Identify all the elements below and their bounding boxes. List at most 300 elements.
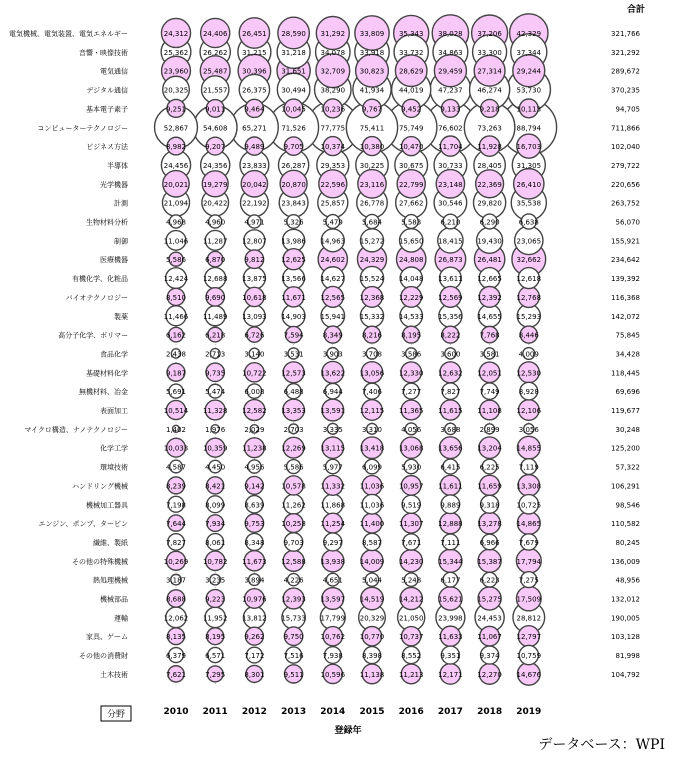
bubble-value-label: 8,421 bbox=[205, 482, 226, 491]
row-total: 69,696 bbox=[615, 388, 640, 397]
bubble-value-label: 8,061 bbox=[205, 538, 226, 547]
bubble-value-label: 13,115 bbox=[320, 444, 346, 453]
bubble-value-label: 13,353 bbox=[281, 407, 306, 415]
field-label-row: バイオテクノロジー bbox=[65, 293, 128, 302]
bubble-value-label: 9,889 bbox=[440, 501, 461, 510]
bubble-value-label: 3,235 bbox=[205, 576, 226, 585]
bubble-value-label: 20,325 bbox=[163, 86, 189, 95]
bubble-value-label: 12,106 bbox=[516, 407, 542, 415]
bubble-value-label: 26,481 bbox=[477, 256, 502, 265]
bubble-value-label: 6,488 bbox=[283, 388, 304, 397]
bubble-value-label: 9,223 bbox=[205, 595, 226, 604]
bubble-value-label: 3,056 bbox=[518, 425, 539, 434]
bubble-value-label: 31,305 bbox=[516, 161, 542, 170]
bubble-value-label: 11,036 bbox=[359, 482, 385, 491]
bubble-value-label: 7,594 bbox=[283, 331, 304, 340]
bubble-value-label: 12,582 bbox=[242, 407, 267, 415]
row-total: 190,005 bbox=[611, 614, 640, 623]
field-label-row: 環境技術 bbox=[100, 463, 128, 472]
bubble-value-label: 9,464 bbox=[244, 105, 265, 114]
bubble-value-label: 75,749 bbox=[398, 124, 424, 133]
bubble-value-label: 9,489 bbox=[244, 143, 265, 152]
bubble-value-label: 9,452 bbox=[401, 105, 422, 114]
bubble-value-label: 9,207 bbox=[205, 143, 226, 152]
bubble-value-label: 35,343 bbox=[398, 30, 424, 38]
bubble-value-label: 30,494 bbox=[281, 86, 306, 95]
field-label-row: 有機化学、化粧品 bbox=[72, 275, 128, 284]
bubble-value-label: 3,335 bbox=[322, 425, 343, 434]
bubble-value-label: 27,314 bbox=[477, 67, 502, 76]
bubble-value-label: 4,226 bbox=[283, 576, 304, 585]
bubble-value-label: 33,809 bbox=[359, 30, 385, 38]
bubble-value-label: 8,639 bbox=[244, 501, 265, 510]
bubble-value-label: 15,621 bbox=[438, 595, 463, 604]
bubble-value-label: 11,046 bbox=[163, 237, 189, 246]
bubble-value-label: 9,703 bbox=[283, 538, 304, 547]
bubble-value-label: 12,392 bbox=[477, 293, 502, 302]
field-label-row: ハンドリング機械 bbox=[72, 482, 128, 491]
bubble-value-label: 24,312 bbox=[163, 30, 189, 38]
bubble-value-label: 37,344 bbox=[516, 48, 542, 57]
bubble-value-label: 11,262 bbox=[281, 501, 306, 510]
bubble-value-label: 7,768 bbox=[479, 331, 500, 340]
bubble-value-label: 10,374 bbox=[320, 143, 346, 152]
bubble-value-label: 12,368 bbox=[359, 293, 385, 302]
bubble-value-label: 38,290 bbox=[320, 86, 346, 95]
bubble-value-label: 12,330 bbox=[398, 369, 424, 378]
bubble-value-label: 6,726 bbox=[244, 331, 265, 340]
bubble-value-label: 11,928 bbox=[477, 143, 502, 152]
bubble-value-label: 71,526 bbox=[281, 124, 306, 133]
bubble-value-label: 12,665 bbox=[477, 275, 502, 284]
bubble-value-label: 8,222 bbox=[440, 331, 461, 340]
row-total: 80,245 bbox=[615, 538, 640, 547]
bubble-value-label: 30,675 bbox=[398, 161, 424, 170]
bubble-value-label: 5,586 bbox=[283, 463, 304, 472]
bubble-value-label: 15,387 bbox=[477, 557, 502, 566]
bubble-value-label: 29,459 bbox=[438, 67, 463, 76]
bubble-value-label: 10,722 bbox=[242, 369, 267, 378]
bubble-value-label: 2,703 bbox=[283, 425, 304, 434]
field-label-row: 製薬 bbox=[114, 312, 128, 321]
row-total: 279,722 bbox=[611, 161, 640, 170]
bubble-value-label: 6,870 bbox=[205, 256, 226, 265]
bubble-value-label: 7,827 bbox=[165, 538, 187, 547]
bubble-value-label: 6,379 bbox=[165, 652, 187, 661]
bubble-value-label: 9,750 bbox=[283, 633, 304, 642]
bubble-value-label: 20,021 bbox=[163, 180, 189, 189]
field-label-row: 基本電子素子 bbox=[86, 105, 128, 114]
bubble-value-label: 17,794 bbox=[516, 557, 542, 566]
bubble-value-label: 8,195 bbox=[401, 331, 422, 340]
field-label-row: 電気通信 bbox=[100, 67, 128, 76]
bubble-value-label: 9,011 bbox=[205, 105, 226, 114]
bubble-value-label: 9,297 bbox=[322, 538, 343, 547]
bubble-value-label: 23,065 bbox=[516, 237, 542, 246]
bubble-value-label: 19,430 bbox=[477, 237, 502, 246]
bubble-value-label: 26,410 bbox=[516, 180, 542, 189]
bubble-value-label: 30,733 bbox=[438, 161, 463, 170]
field-label-row: 音響・映像技術 bbox=[79, 48, 128, 57]
row-total: 220,656 bbox=[611, 180, 640, 189]
field-label-row: 表面加工 bbox=[100, 407, 128, 415]
bubble-value-label: 12,807 bbox=[242, 237, 267, 246]
bubble-value-label: 7,111 bbox=[440, 538, 461, 547]
x-tick-label: 2019 bbox=[516, 707, 542, 717]
bubble-value-label: 10,269 bbox=[163, 557, 189, 566]
bubble-value-label: 7,277 bbox=[401, 388, 422, 397]
bubble-value-label: 20,422 bbox=[202, 199, 228, 208]
field-label-row: 食品化学 bbox=[100, 350, 128, 359]
bubble-value-label: 11,254 bbox=[320, 520, 346, 529]
bubble-value-label: 3,600 bbox=[440, 350, 461, 359]
bubble-value-label: 23,960 bbox=[163, 67, 189, 76]
bubble-value-label: 54,608 bbox=[202, 124, 228, 133]
row-total: 263,752 bbox=[611, 199, 640, 208]
bubble-value-label: 9,318 bbox=[479, 501, 500, 510]
bubble-value-label: 4,956 bbox=[244, 463, 265, 472]
bubble-value-label: 5,691 bbox=[165, 388, 187, 397]
bubble-value-label: 8,552 bbox=[401, 652, 422, 661]
bubble-value-label: 13,566 bbox=[281, 275, 306, 284]
bubble-value-label: 10,236 bbox=[320, 105, 346, 114]
bubble-value-label: 2,438 bbox=[165, 350, 187, 359]
bubble-value-label: 14,903 bbox=[281, 312, 306, 321]
bubble-value-label: 7,827 bbox=[440, 388, 461, 397]
bubble-value-label: 10,045 bbox=[281, 105, 306, 114]
row-total: 118,445 bbox=[611, 369, 640, 378]
field-label-row: マイクロ構造、ナノテクノロジー bbox=[24, 425, 128, 434]
row-total: 289,672 bbox=[611, 67, 640, 76]
field-label-row: コンピューターテクノロジー bbox=[37, 124, 128, 133]
row-total: 56,070 bbox=[615, 218, 640, 227]
bubble-value-label: 8,099 bbox=[205, 501, 226, 510]
bubble-value-label: 24,329 bbox=[359, 256, 385, 265]
bubble-value-label: 9,519 bbox=[401, 501, 422, 510]
bubble-value-label: 9,705 bbox=[283, 143, 304, 152]
row-total: 132,012 bbox=[611, 595, 640, 604]
bubble-value-label: 11,659 bbox=[477, 482, 502, 491]
bubble-value-label: 10,976 bbox=[242, 595, 267, 604]
bubble-value-label: 5,930 bbox=[401, 463, 422, 472]
bubble-value-label: 12,171 bbox=[438, 670, 463, 679]
bubble-value-label: 24,453 bbox=[477, 614, 502, 623]
row-total: 116,368 bbox=[611, 293, 640, 302]
bubble-value-label: 9,511 bbox=[283, 670, 304, 679]
bubble-value-label: 15,332 bbox=[359, 312, 385, 321]
bubble-value-label: 3,187 bbox=[165, 576, 187, 585]
bubble-value-label: 7,172 bbox=[244, 652, 265, 661]
field-label-row: その他の特殊機械 bbox=[72, 557, 128, 566]
bubble-value-label: 9,262 bbox=[244, 633, 265, 642]
bubble-value-label: 11,067 bbox=[477, 633, 502, 642]
bubble-value-label: 3,688 bbox=[440, 425, 461, 434]
bubble-value-label: 38,028 bbox=[438, 30, 463, 38]
bubble-value-label: 13,986 bbox=[281, 237, 306, 246]
row-total: 57,322 bbox=[615, 463, 640, 472]
bubble-value-label: 6,966 bbox=[479, 538, 500, 547]
bubble-value-label: 12,565 bbox=[320, 293, 346, 302]
bubble-value-label: 73,263 bbox=[477, 124, 502, 133]
x-tick-label: 2010 bbox=[163, 707, 189, 717]
bubble-value-label: 15,733 bbox=[281, 614, 306, 623]
bubble-value-label: 15,272 bbox=[359, 237, 385, 246]
row-total: 110,582 bbox=[611, 520, 640, 529]
field-label-row: デジタル通信 bbox=[86, 86, 128, 95]
bubble-value-label: 12,229 bbox=[398, 293, 424, 302]
bubble-value-label: 12,530 bbox=[516, 369, 542, 378]
bubble-value-label: 28,812 bbox=[516, 614, 542, 623]
bubble-value-label: 10,578 bbox=[281, 482, 306, 491]
bubble-value-label: 10,113 bbox=[516, 105, 542, 114]
bubble-value-label: 30,396 bbox=[242, 67, 267, 76]
bubble-value-label: 13,875 bbox=[242, 275, 267, 284]
bubble-value-label: 11,138 bbox=[359, 670, 385, 679]
bubble-value-label: 13,622 bbox=[320, 369, 346, 378]
field-label-row: 基礎材料化学 bbox=[86, 369, 128, 378]
bubble-value-label: 9,187 bbox=[165, 369, 187, 378]
row-total: 234,642 bbox=[611, 256, 640, 265]
bubble-value-label: 13,597 bbox=[320, 595, 346, 604]
bubble-value-label: 4,960 bbox=[205, 218, 226, 227]
bubble-value-label: 12,768 bbox=[516, 293, 542, 302]
bubble-value-label: 14,655 bbox=[477, 312, 502, 321]
bubble-value-label: 23,148 bbox=[438, 180, 463, 189]
bubble-value-label: 8,982 bbox=[165, 143, 187, 152]
field-label-row: 電気機械、電気装置、電気エネルギー bbox=[9, 30, 128, 38]
bubble-value-label: 7,644 bbox=[165, 520, 187, 529]
bubble-value-label: 3,581 bbox=[479, 350, 500, 359]
bubble-value-label: 12,618 bbox=[516, 275, 542, 284]
x-tick-label: 2013 bbox=[281, 707, 307, 717]
field-label-row: 生物材料分析 bbox=[86, 218, 128, 227]
bubble-value-label: 22,596 bbox=[320, 180, 346, 189]
bubble-value-label: 3,531 bbox=[283, 350, 304, 359]
bubble-value-label: 10,782 bbox=[202, 557, 228, 566]
bubble-value-label: 12,797 bbox=[516, 633, 542, 642]
bubble-value-label: 23,998 bbox=[438, 614, 463, 623]
bubble-value-label: 13,656 bbox=[438, 444, 463, 453]
bubble-value-label: 23,843 bbox=[281, 199, 306, 208]
bubble-value-label: 6,225 bbox=[479, 463, 500, 472]
database-note: データベース：WPI bbox=[538, 737, 665, 753]
bubble-value-label: 5,326 bbox=[283, 218, 304, 227]
bubble-value-label: 11,036 bbox=[359, 501, 385, 510]
bubble-value-label: 11,633 bbox=[438, 633, 463, 642]
bubble-value-label: 3,903 bbox=[322, 350, 343, 359]
x-tick-label: 2016 bbox=[398, 707, 424, 717]
bubble-value-label: 10,359 bbox=[202, 444, 228, 453]
bubble-value-label: 11,671 bbox=[281, 293, 306, 302]
bubble-value-label: 7,198 bbox=[165, 501, 187, 510]
bubble-value-label: 7,275 bbox=[518, 576, 539, 585]
row-total: 104,792 bbox=[611, 670, 640, 679]
bubble-value-label: 10,596 bbox=[320, 670, 346, 679]
bubble-value-label: 8,135 bbox=[165, 633, 187, 642]
bubble-value-label: 4,651 bbox=[322, 576, 343, 585]
bubble-value-label: 8,398 bbox=[361, 652, 383, 661]
field-label: 分野 bbox=[106, 710, 126, 720]
bubble-value-label: 6,210 bbox=[440, 218, 461, 227]
bubble-value-label: 12,588 bbox=[281, 557, 306, 566]
field-label-row: 土木技術 bbox=[100, 670, 128, 679]
bubble-value-label: 6,415 bbox=[440, 463, 461, 472]
x-tick-label: 2018 bbox=[477, 707, 503, 717]
bubble-value-label: 26,375 bbox=[242, 86, 267, 95]
row-total: 75,845 bbox=[615, 331, 640, 340]
bubble-value-label: 13,938 bbox=[320, 557, 346, 566]
bubble-value-label: 41,934 bbox=[359, 86, 385, 95]
bubble-value-label: 6,638 bbox=[518, 218, 539, 227]
bubble-value-label: 10,957 bbox=[398, 482, 424, 491]
row-total: 119,677 bbox=[611, 407, 640, 415]
bubble-value-label: 31,215 bbox=[242, 48, 267, 57]
bubble-value-label: 11,466 bbox=[163, 312, 189, 321]
field-label-row: 制御 bbox=[114, 237, 128, 246]
bubble-value-label: 11,238 bbox=[242, 444, 267, 453]
bubble-value-label: 24,406 bbox=[202, 30, 228, 38]
field-label-row: 繊維、製紙 bbox=[93, 538, 128, 547]
row-total: 711,866 bbox=[611, 124, 640, 133]
bubble-value-label: 6,218 bbox=[205, 331, 226, 340]
bubble-value-label: 26,262 bbox=[202, 48, 228, 57]
bubble-value-label: 20,042 bbox=[242, 180, 267, 189]
bubble-value-label: 7,749 bbox=[479, 388, 500, 397]
bubble-value-label: 11,328 bbox=[202, 407, 228, 415]
row-total: 48,956 bbox=[615, 576, 640, 585]
bubble-value-label: 44,019 bbox=[398, 86, 424, 95]
field-label-row: その他の消費財 bbox=[79, 652, 128, 661]
bubble-value-label: 25,857 bbox=[320, 199, 346, 208]
bubble-value-label: 2,713 bbox=[205, 350, 226, 359]
bubble-value-label: 8,446 bbox=[518, 331, 539, 340]
bubble-value-label: 7,621 bbox=[165, 670, 187, 679]
row-total: 125,200 bbox=[611, 444, 640, 453]
bubble-value-label: 12,062 bbox=[163, 614, 189, 623]
bubble-value-label: 13,068 bbox=[398, 444, 424, 453]
bubble-value-label: 9,374 bbox=[479, 652, 500, 661]
bubble-value-label: 12,888 bbox=[438, 520, 463, 529]
row-total: 370,235 bbox=[611, 86, 640, 95]
bubble-value-label: 3,310 bbox=[361, 425, 383, 434]
bubble-value-label: 17,799 bbox=[320, 614, 346, 623]
bubble-value-label: 9,351 bbox=[440, 652, 461, 661]
bubble-value-label: 11,611 bbox=[438, 482, 463, 491]
bubble-value-label: 10,725 bbox=[516, 501, 542, 510]
bubble-value-label: 12,051 bbox=[477, 369, 502, 378]
bubble-value-label: 4,971 bbox=[244, 218, 265, 227]
bubble-value-label: 23,116 bbox=[359, 180, 385, 189]
bubble-value-label: 8,195 bbox=[205, 633, 226, 642]
bubble-value-label: 22,369 bbox=[477, 180, 502, 189]
bubble-value-label: 15,941 bbox=[320, 312, 346, 321]
field-label-row: 計測 bbox=[114, 199, 128, 208]
bubble-value-label: 10,033 bbox=[163, 444, 189, 453]
bubble-value-label: 3,894 bbox=[244, 576, 265, 585]
bubble-value-label: 32,662 bbox=[516, 256, 542, 265]
bubble-value-label: 11,400 bbox=[359, 520, 385, 529]
bubble-value-label: 33,918 bbox=[359, 48, 385, 57]
row-total: 136,009 bbox=[611, 557, 640, 566]
field-label-row: 運輸 bbox=[114, 614, 128, 623]
bubble-value-label: 7,406 bbox=[361, 388, 383, 397]
bubble-value-label: 12,269 bbox=[281, 444, 306, 453]
bubble-value-label: 25,487 bbox=[202, 67, 228, 76]
bubble-value-label: 22,192 bbox=[242, 199, 267, 208]
bubble-value-label: 31,651 bbox=[281, 67, 306, 76]
bubble-value-label: 9,735 bbox=[205, 369, 226, 378]
bubble-value-label: 13,093 bbox=[242, 312, 267, 321]
row-total: 98,546 bbox=[615, 501, 640, 510]
bubble-value-label: 24,602 bbox=[320, 256, 346, 265]
bubble-value-label: 1,402 bbox=[165, 425, 187, 434]
bubble-value-label: 29,353 bbox=[320, 161, 346, 170]
bubble-value-label: 31,218 bbox=[281, 48, 306, 57]
row-total: 321,766 bbox=[611, 30, 640, 38]
bubble-value-label: 9,251 bbox=[165, 105, 187, 114]
bubble-value-label: 53,730 bbox=[516, 86, 542, 95]
bubble-value-label: 7,679 bbox=[518, 538, 539, 547]
field-label-row: エンジン、ポンプ、タービン bbox=[38, 520, 128, 529]
bubble-value-label: 34,863 bbox=[438, 48, 463, 57]
bubble-value-label: 18,415 bbox=[438, 237, 463, 246]
bubble-value-label: 9,690 bbox=[205, 293, 226, 302]
bubble-value-label: 33,732 bbox=[398, 48, 424, 57]
bubble-value-label: 3,586 bbox=[401, 350, 422, 359]
field-label-row: 無機材料、冶金 bbox=[79, 388, 128, 397]
field-label-row: 高分子化学、ポリマー bbox=[58, 331, 128, 340]
bubble-value-label: 10,759 bbox=[516, 652, 542, 661]
bubble-value-label: 20,329 bbox=[359, 614, 385, 623]
bubble-value-label: 6,571 bbox=[205, 652, 226, 661]
bubble-value-label: 7,671 bbox=[401, 538, 422, 547]
bubble-value-label: 76,602 bbox=[438, 124, 463, 133]
bubble-value-label: 7,938 bbox=[322, 652, 343, 661]
bubble-value-label: 26,778 bbox=[359, 199, 385, 208]
bubble-value-label: 1,976 bbox=[205, 425, 226, 434]
bubble-value-label: 14,865 bbox=[516, 520, 542, 529]
bubble-value-label: 29,820 bbox=[477, 199, 502, 208]
row-total: 81,998 bbox=[615, 652, 640, 661]
bubble-value-label: 10,618 bbox=[242, 293, 267, 302]
bubble-value-label: 13,812 bbox=[242, 614, 267, 623]
bubble-value-label: 31,292 bbox=[320, 30, 346, 38]
bubble-value-label: 47,237 bbox=[438, 86, 463, 95]
bubble-value-label: 5,684 bbox=[361, 218, 383, 227]
bubble-value-label: 5,583 bbox=[401, 218, 422, 227]
bubble-value-label: 88,794 bbox=[516, 124, 542, 133]
field-label-row: 化学工学 bbox=[100, 444, 128, 453]
bubble-value-label: 8,239 bbox=[165, 482, 187, 491]
bubble-value-label: 8,301 bbox=[244, 670, 265, 679]
bubble-value-label: 13,611 bbox=[438, 275, 463, 284]
bubble-value-label: 15,524 bbox=[359, 275, 385, 284]
field-label-row: 家具、ゲーム bbox=[86, 633, 128, 642]
bubble-value-label: 3,708 bbox=[361, 350, 383, 359]
bubble-value-label: 75,411 bbox=[359, 124, 385, 133]
bubble-value-label: 9,753 bbox=[244, 520, 265, 529]
bubble-value-label: 14,855 bbox=[516, 444, 542, 453]
bubble-value-label: 5,479 bbox=[322, 218, 343, 227]
bubble-value-label: 14,048 bbox=[398, 275, 424, 284]
bubble-value-label: 34,078 bbox=[320, 48, 346, 57]
x-tick-label: 2015 bbox=[359, 707, 385, 717]
bubble-value-label: 13,418 bbox=[359, 444, 385, 453]
bubble-value-label: 26,287 bbox=[281, 161, 306, 170]
bubble-value-label: 10,770 bbox=[359, 633, 385, 642]
bubble-value-label: 27,662 bbox=[398, 199, 424, 208]
bubble-value-label: 8,510 bbox=[165, 293, 187, 302]
